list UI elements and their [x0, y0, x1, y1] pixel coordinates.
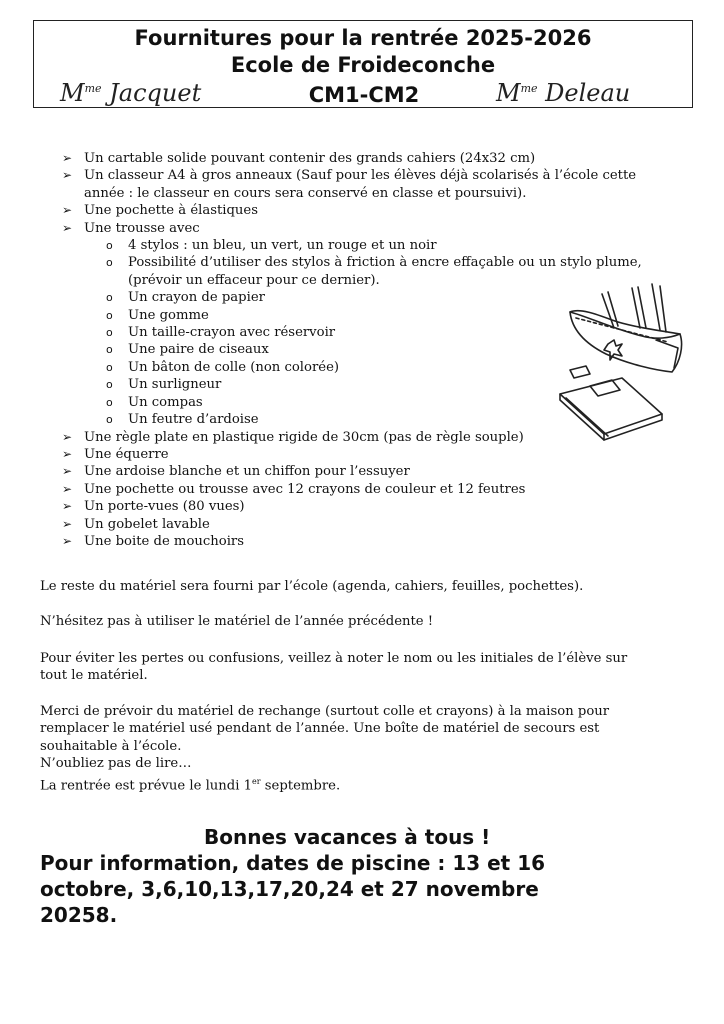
closing-line-2: Pour information, dates de piscine : 13 et 16: [40, 851, 546, 875]
list-item-continuation: année : le classeur en cours sera conservé en classe et poursuivi).: [84, 185, 527, 201]
note-rest: Le reste du matériel sera fourni par l’école (agenda, cahiers, feuilles, pochettes).: [40, 579, 584, 594]
honorific-left: M: [60, 79, 85, 107]
sub-list-item: o Un feutre d’ardoise: [106, 412, 259, 428]
closing-message: [40, 824, 700, 928]
list-item: ➢ Une pochette à élastiques: [62, 203, 258, 219]
note-spare: [40, 703, 680, 794]
circle-bullet-icon: o: [106, 326, 113, 340]
closing-line-4: 20258.: [40, 903, 118, 927]
honorific-right: M: [496, 79, 521, 107]
sub-list-item: o 4 stylos : un bleu, un vert, un rouge et un noir: [106, 238, 437, 254]
sub-list-item: o Un compas: [106, 394, 203, 410]
circle-bullet-icon: o: [106, 239, 113, 253]
note-reuse: N’hésitez pas à utiliser le matériel de l’année précédente !: [40, 614, 434, 629]
sub-list-item: o Une paire de ciseaux: [106, 342, 269, 358]
teacher-signature-left: [60, 79, 201, 107]
school-name: Ecole de Froideconche: [230, 53, 496, 77]
school-supplies-illustration: [556, 282, 696, 448]
arrow-bullet-icon: ➢: [62, 168, 73, 183]
arrow-bullet-icon: ➢: [62, 533, 73, 548]
list-item: ➢ Une ardoise blanche et un chiffon pour l’essuyer: [62, 464, 410, 480]
sub-list-item: o Un surligneur: [106, 377, 222, 393]
teacher-right-name: Deleau: [545, 79, 631, 107]
circle-bullet-icon: o: [106, 378, 113, 392]
arrow-bullet-icon: ➢: [62, 516, 73, 531]
list-item: ➢ Un classeur A4 à gros anneaux (Sauf pour les élèves déjà scolarisés à l’école cette: [62, 168, 637, 184]
list-item: ➢ Une règle plate en plastique rigide de 30cm (pas de règle souple): [62, 429, 524, 445]
note-start-date: La rentrée est prévue le lundi 1er septembre.: [40, 776, 341, 794]
honorific-sup-left: me: [84, 82, 102, 95]
note-labels-line-1: Pour éviter les pertes ou confusions, veillez à noter le nom ou les initiales de l’élève sur: [40, 651, 628, 666]
list-item: ➢ Un gobelet lavable: [62, 516, 210, 532]
teacher-left-name: Jacquet: [109, 79, 202, 107]
arrow-bullet-icon: ➢: [62, 151, 73, 165]
closing-line-3: octobre, 3,6,10,13,17,20,24 et 27 novembre: [40, 877, 539, 901]
arrow-bullet-icon: ➢: [62, 499, 73, 514]
sub-list-item: o Possibilité d’utiliser des stylos à friction à encre effaçable ou un stylo plume,: [106, 255, 642, 271]
note-spare-line-1: Merci de prévoir du matériel de rechange (surtout colle et crayons) à la maison pour: [40, 704, 610, 719]
arrow-bullet-icon: ➢: [62, 481, 73, 496]
honorific-sup-right: me: [520, 82, 538, 95]
note-labels: [40, 650, 680, 685]
arrow-bullet-icon: ➢: [62, 203, 73, 218]
note-spare-line-3: souhaitable à l’école.: [40, 738, 182, 754]
teacher-signature-right: [496, 79, 630, 107]
list-item: ➢ Une équerre: [62, 446, 169, 462]
list-item: ➢ Un porte-vues (80 vues): [62, 499, 245, 515]
note-start-sup: er: [252, 776, 261, 786]
sub-list-item: o Une gomme: [106, 307, 209, 323]
sub-list-item: o Un taille-crayon avec réservoir: [106, 325, 336, 341]
list-item: ➢ Une boite de mouchoirs: [62, 533, 244, 549]
circle-bullet-icon: o: [106, 360, 113, 374]
class-level: CM1-CM2: [308, 83, 420, 107]
page-title: Fournitures pour la rentrée 2025-2026: [134, 26, 592, 50]
list-item: ➢ Une pochette ou trousse avec 12 crayons de couleur et 12 feutres: [62, 481, 526, 497]
sub-list-item: o Un crayon de papier: [106, 290, 265, 306]
circle-bullet-icon: o: [106, 308, 113, 322]
circle-bullet-icon: o: [106, 413, 113, 427]
arrow-bullet-icon: ➢: [62, 429, 73, 444]
circle-bullet-icon: o: [106, 395, 113, 409]
arrow-bullet-icon: ➢: [62, 446, 73, 461]
sub-list-item: o Un bâton de colle (non colorée): [106, 359, 340, 375]
note-reading: N’oubliez pas de lire…: [40, 756, 192, 772]
note-spare-line-2: remplacer le matériel usé pendant de l’année. Une boîte de matériel de secours est: [40, 721, 600, 737]
list-item: ➢ Une trousse avec: [62, 220, 200, 236]
closing-line-1: Bonnes vacances à tous !: [204, 825, 491, 849]
arrow-bullet-icon: ➢: [62, 464, 73, 479]
list-item: ➢ Un cartable solide pouvant contenir des grands cahiers (24x32 cm): [62, 151, 536, 166]
circle-bullet-icon: o: [106, 343, 113, 357]
circle-bullet-icon: o: [106, 291, 113, 305]
circle-bullet-icon: o: [106, 256, 113, 270]
sub-list-item-continuation: (prévoir un effaceur pour ce dernier).: [128, 272, 380, 288]
arrow-bullet-icon: ➢: [62, 220, 73, 235]
note-labels-line-2: tout le matériel.: [40, 668, 148, 684]
header-box: [33, 20, 693, 108]
